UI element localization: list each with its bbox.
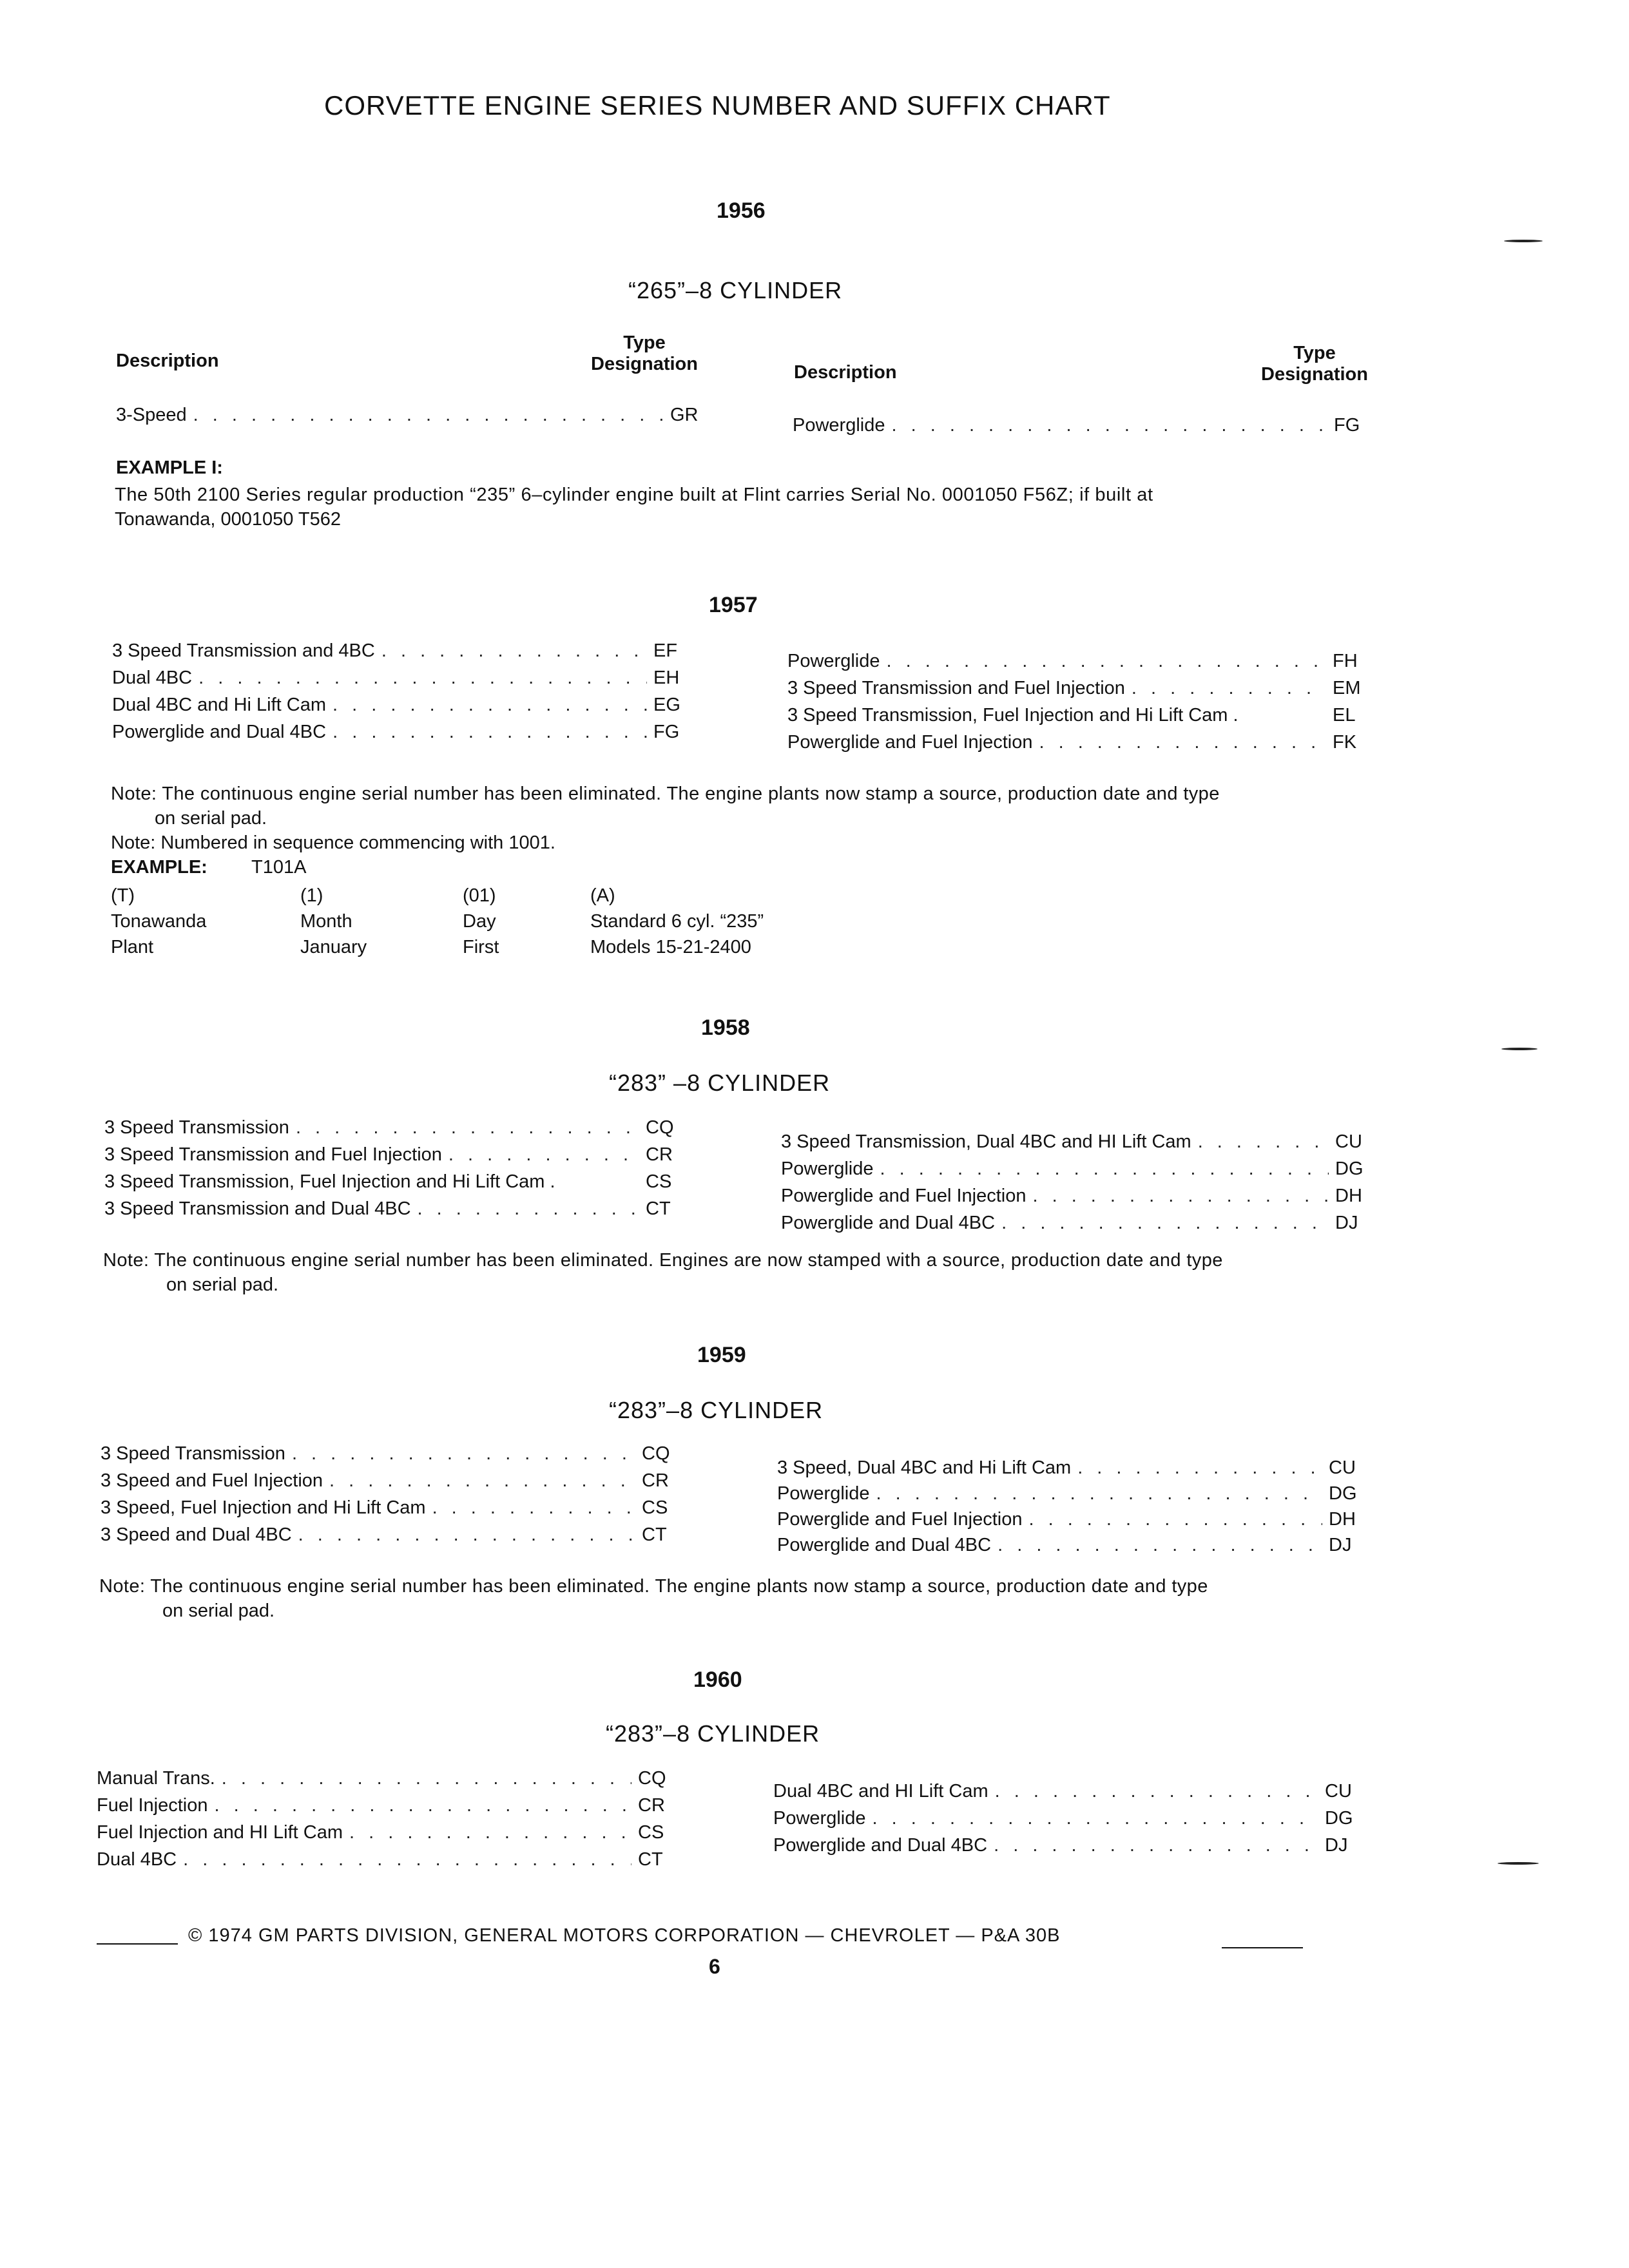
- list-item: Powerglide . . . DG: [777, 1483, 1367, 1504]
- example-label: EXAMPLE I:: [116, 457, 223, 478]
- note-line: on serial pad.: [162, 1600, 275, 1621]
- note-line: Note: The continuous engine serial number has been eliminated. The engine plants now stamp a source, production date and type: [111, 783, 1220, 804]
- scan-mark: [1504, 240, 1543, 242]
- cylinder-heading-1956: “265”–8 CYLINDER: [628, 277, 843, 303]
- list-item: Powerglide . . . FG: [793, 415, 1373, 436]
- note-line: on serial pad.: [166, 1274, 279, 1295]
- list-item: 3 Speed, Fuel Injection and Hi Lift Cam . . . CS: [101, 1497, 680, 1519]
- example-column-plant: (T) Tonawanda Plant: [111, 885, 207, 957]
- list-item: Powerglide and Dual 4BC . . . DJ: [777, 1535, 1367, 1556]
- list-item: Powerglide and Fuel Injection . . . DH: [781, 1186, 1374, 1207]
- year-1957: 1957: [709, 593, 758, 617]
- note-line: Note: The continuous engine serial number has been eliminated. The engine plants now stamp a source, production date and type: [99, 1576, 1208, 1597]
- list-item: 3 Speed Transmission and Fuel Injection . . . CR: [104, 1144, 684, 1166]
- list-item: Powerglide and Fuel Injection . . . DH: [777, 1509, 1367, 1530]
- year-1958: 1958: [701, 1015, 750, 1040]
- list-item: Powerglide . . . FH: [787, 651, 1371, 672]
- example-column-month: (1) Month January: [300, 885, 367, 957]
- list-item: 3 Speed Transmission and Dual 4BC . . . CT: [104, 1198, 684, 1220]
- footer-copyright: © 1974 GM PARTS DIVISION, GENERAL MOTORS CORPORATION — CHEVROLET — P&A 30B: [188, 1925, 1061, 1946]
- scan-mark: [1501, 1048, 1537, 1050]
- type-header-right: Type Designation: [1261, 343, 1368, 385]
- example-text-line: The 50th 2100 Series regular production “235” 6–cylinder engine built at Flint carries Serial No. 0001050 F56Z; if built at: [115, 485, 1153, 505]
- list-item: 3 Speed and Fuel Injection . . . CR: [101, 1470, 680, 1492]
- note-line: Note: Numbered in sequence commencing with 1001.: [111, 832, 555, 853]
- year-1956: 1956: [717, 198, 766, 223]
- footer-rule-left: [97, 1943, 178, 1945]
- list-item: 3 Speed Transmission . . . CQ: [101, 1443, 680, 1465]
- example-label: EXAMPLE:: [111, 857, 207, 878]
- list-item: 3 Speed Transmission . . . CQ: [104, 1117, 684, 1139]
- page-title: CORVETTE ENGINE SERIES NUMBER AND SUFFIX CHART: [324, 90, 1111, 120]
- example-column-day: (01) Day First: [463, 885, 499, 957]
- list-item: Fuel Injection and HI Lift Cam . . . CS: [97, 1822, 677, 1843]
- list-item: Powerglide . . . DG: [773, 1808, 1364, 1829]
- list-item: Dual 4BC . . . CT: [97, 1849, 677, 1870]
- cylinder-heading-1960: “283”–8 CYLINDER: [606, 1720, 820, 1747]
- note-line: Note: The continuous engine serial number has been eliminated. Engines are now stamped with a source, production date and type: [103, 1250, 1223, 1271]
- cylinder-heading-1958: “283” –8 CYLINDER: [609, 1070, 831, 1096]
- list-item: 3 Speed Transmission and 4BC . . . EF: [112, 640, 692, 662]
- example-text-line: Tonawanda, 0001050 T562: [115, 509, 341, 530]
- list-item: Powerglide . . . DG: [781, 1158, 1374, 1180]
- list-item: Powerglide and Dual 4BC . . . DJ: [773, 1835, 1364, 1856]
- list-item: 3 Speed, Dual 4BC and Hi Lift Cam . . . CU: [777, 1457, 1367, 1479]
- list-item: 3-Speed . . . GR: [116, 405, 709, 426]
- description-header-left: Description: [116, 351, 219, 371]
- footer-rule-right: [1222, 1947, 1303, 1948]
- list-item: 3 Speed and Dual 4BC . . . CT: [101, 1524, 680, 1546]
- list-item: Dual 4BC and HI Lift Cam . . . CU: [773, 1781, 1364, 1802]
- type-header-left: Type Designation: [591, 332, 698, 374]
- list-item: 3 Speed Transmission and Fuel Injection . . . EM: [787, 678, 1371, 699]
- list-item: Fuel Injection . . . CR: [97, 1795, 677, 1816]
- list-item: 3 Speed Transmission, Dual 4BC and HI Lift Cam . . . CU: [781, 1131, 1374, 1153]
- list-item: Powerglide and Fuel Injection . . . FK: [787, 732, 1371, 753]
- year-1959: 1959: [697, 1343, 746, 1367]
- list-item: 3 Speed Transmission, Fuel Injection and Hi Lift Cam . CS: [104, 1171, 672, 1192]
- cylinder-heading-1959: “283”–8 CYLINDER: [609, 1397, 824, 1423]
- year-1960: 1960: [693, 1667, 742, 1692]
- description-header-right: Description: [794, 362, 897, 383]
- note-line: on serial pad.: [155, 808, 267, 829]
- scan-mark: [1498, 1862, 1539, 1865]
- page-number: 6: [709, 1955, 720, 1978]
- example-code: T101A: [251, 857, 307, 878]
- list-item: Powerglide and Dual 4BC . . . FG: [112, 722, 692, 743]
- list-item: Manual Trans. . . . CQ: [97, 1768, 677, 1789]
- list-item: 3 Speed Transmission, Fuel Injection and Hi Lift Cam . EL: [787, 705, 1356, 726]
- list-item: Dual 4BC and Hi Lift Cam . . . EG: [112, 695, 692, 716]
- example-column-model: (A) Standard 6 cyl. “235” Models 15-21-2400: [590, 885, 764, 957]
- list-item: Dual 4BC . . . EH: [112, 668, 692, 689]
- list-item: Powerglide and Dual 4BC . . . DJ: [781, 1213, 1374, 1234]
